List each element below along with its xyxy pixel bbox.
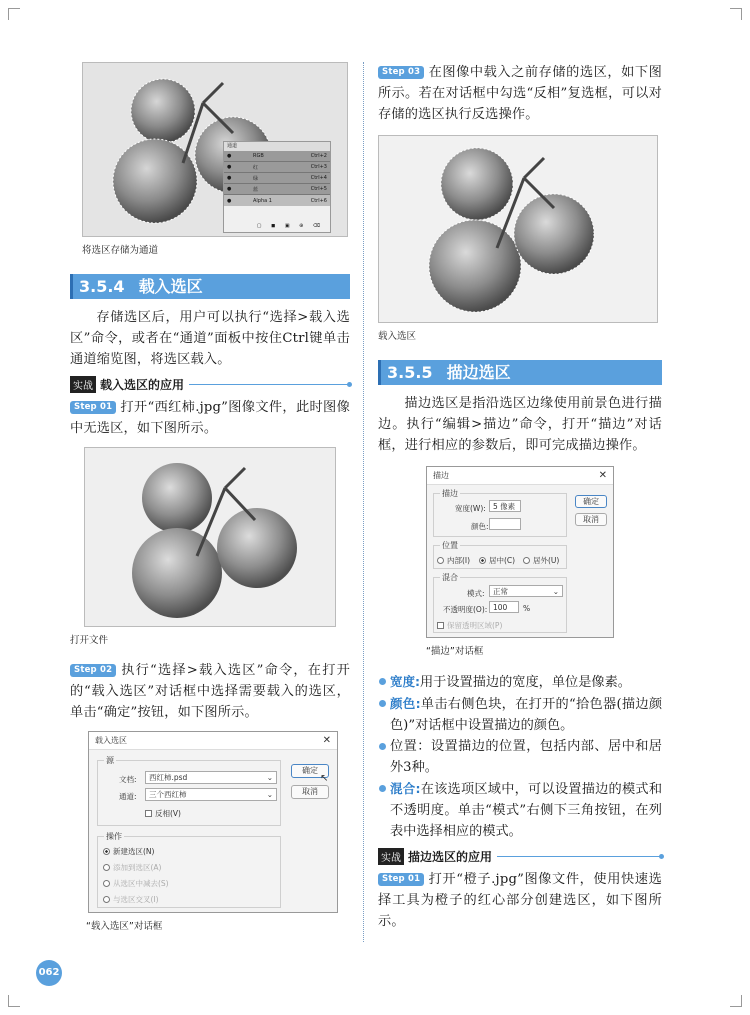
practice-rule	[189, 384, 350, 385]
crop-mark-top-right	[730, 8, 742, 20]
section-heading-3-5-5	[378, 360, 662, 385]
ok-button[interactable]	[575, 495, 607, 508]
radio-icon	[103, 864, 110, 871]
cursor-icon: ↖	[320, 773, 329, 784]
radio-icon	[103, 896, 110, 903]
paragraph: 描边选区是指沿选区边缘使用前景色进行描边。执行“编辑>描边”命令，打开“描边”对话框，进行相应的参数后，即可完成描边操作。	[378, 396, 662, 453]
stroke-dialog	[426, 466, 614, 638]
opacity-unit: %	[523, 604, 531, 613]
color-swatch[interactable]	[489, 518, 521, 530]
width-value: 5 像素	[493, 502, 516, 511]
channel-name: Alpha 1	[253, 197, 272, 204]
dialog-title: 描边	[433, 471, 449, 480]
channel-shortcut: Ctrl+2	[310, 153, 327, 159]
channel-row[interactable]	[224, 162, 330, 173]
radio-icon	[103, 848, 110, 855]
channels-panel-title: 通道	[224, 142, 330, 151]
op-add-radio[interactable]	[103, 862, 161, 873]
close-icon[interactable]: ✕	[598, 470, 607, 481]
channel-row[interactable]	[224, 173, 330, 184]
eye-icon[interactable]: ●	[227, 164, 232, 170]
practice-tag: 实战	[378, 848, 404, 865]
channel-label: 通道:	[119, 792, 137, 801]
channel-shortcut: Ctrl+6	[310, 197, 327, 204]
close-icon[interactable]: ✕	[322, 735, 331, 746]
width-label: 宽度(W):	[455, 504, 486, 513]
channel-row[interactable]	[224, 195, 330, 206]
column-divider	[363, 62, 364, 942]
button-label: 取消	[583, 515, 599, 524]
section-title: 载入选区	[138, 277, 203, 296]
pos-center-radio[interactable]	[479, 555, 515, 566]
section-number: 3.5.5	[387, 363, 433, 382]
figure-save-channel	[82, 62, 348, 237]
opacity-input[interactable]	[489, 601, 519, 613]
radio-label: 新建选区(N)	[113, 847, 155, 856]
group-label: 位置	[442, 541, 458, 550]
chevron-down-icon: ⌄	[266, 773, 273, 782]
checkbox-icon	[145, 810, 152, 817]
practice-title: 描边选区的应用	[408, 850, 493, 864]
practice-rule	[497, 856, 662, 857]
radio-label: 添加到选区(A)	[113, 863, 162, 872]
crop-mark-bottom-right	[730, 995, 742, 1007]
bullet-text: 在该选项区域中，可以设置描边的模式和不透明度。单击“模式”右侧下三角按钮，在列表中选择相应的模式。	[390, 782, 663, 839]
color-label: 颜色:	[471, 522, 489, 531]
channel-select[interactable]	[145, 788, 277, 801]
dialog-titlebar	[89, 732, 337, 750]
step-badge: Step 01	[70, 401, 116, 414]
step-paragraph	[70, 660, 350, 723]
dialog-title: 载入选区	[95, 736, 127, 745]
checkbox-icon	[437, 622, 444, 629]
eye-icon[interactable]: ●	[227, 186, 232, 192]
channel-value: 三个西红柿	[149, 790, 187, 799]
left-column	[70, 62, 350, 932]
chevron-down-icon: ⌄	[552, 587, 559, 596]
button-label: 确定	[302, 766, 318, 775]
bullet-item	[378, 671, 662, 693]
practice-tag: 实战	[70, 376, 96, 393]
channel-shortcut: Ctrl+5	[310, 186, 327, 192]
channel-name: RGB	[253, 153, 264, 159]
opacity-value: 100	[493, 603, 508, 612]
step-text: 打开“橙子.jpg”图像文件，使用快速选择工具为橙子的红心部分创建选区，如下图所示。	[378, 872, 662, 929]
step-paragraph	[378, 62, 662, 125]
step-badge: Step 01	[378, 873, 424, 886]
channels-panel	[223, 141, 331, 233]
figure-caption: 载入选区	[378, 331, 417, 342]
crop-mark-top-left	[8, 8, 20, 20]
document-label: 文档:	[119, 775, 137, 784]
practice-title: 载入选区的应用	[100, 378, 185, 392]
step-text: 执行“选择>载入选区”命令，在打开的“载入选区”对话框中选择需要载入的选区，单击“确定”按钮，如下图所示。	[70, 663, 350, 720]
cancel-button[interactable]	[575, 513, 607, 526]
width-input[interactable]	[489, 500, 521, 512]
bullet-text: 用于设置描边的宽度，单位是像素。	[420, 675, 631, 690]
mode-select[interactable]	[489, 585, 563, 597]
document-select[interactable]	[145, 771, 277, 784]
group-label: 操作	[106, 832, 122, 841]
radio-label: 居外(U)	[533, 556, 560, 565]
chevron-down-icon: ⌄	[266, 790, 273, 799]
step-badge: Step 03	[378, 66, 424, 79]
document-value: 西红柿.psd	[149, 773, 188, 782]
practice-heading	[378, 848, 662, 865]
radio-label: 与选区交叉(I)	[113, 895, 159, 904]
bullet-text: 位置：设置描边的位置，包括内部、居中和居外3种。	[390, 739, 662, 775]
step-paragraph	[378, 869, 662, 932]
mode-value: 正常	[493, 587, 508, 596]
pos-inside-radio[interactable]	[437, 555, 470, 566]
step-text: 打开“西红柿.jpg”图像文件，此时图像中无选区，如下图所示。	[70, 400, 350, 436]
figure-caption: 将选区存储为通道	[82, 245, 159, 256]
channel-name: 红	[253, 164, 259, 171]
dialog-titlebar	[427, 467, 613, 485]
bullet-item	[378, 693, 662, 736]
tomato-image-selected	[379, 136, 658, 323]
figure-caption: “描边”对话框	[426, 646, 484, 657]
section-title: 描边选区	[446, 363, 511, 382]
radio-label: 从选区中减去(S)	[113, 879, 169, 888]
cancel-button[interactable]	[291, 785, 329, 799]
bullet-item	[378, 736, 662, 778]
invert-checkbox[interactable]	[145, 808, 181, 819]
crop-mark-bottom-left	[8, 995, 20, 1007]
eye-icon[interactable]: ●	[227, 175, 232, 181]
section-heading-3-5-4	[70, 274, 350, 299]
load-selection-dialog	[88, 731, 338, 913]
op-int-radio[interactable]	[103, 894, 159, 905]
op-new-radio[interactable]	[103, 846, 154, 857]
channel-shortcut: Ctrl+3	[310, 164, 327, 170]
eye-icon[interactable]: ●	[227, 153, 232, 159]
pos-outside-radio[interactable]	[523, 555, 559, 566]
group-label: 混合	[442, 573, 458, 582]
group-label: 源	[106, 756, 114, 765]
group-label: 描边	[442, 489, 458, 498]
opacity-label: 不透明度(O):	[443, 605, 488, 614]
button-label: 确定	[583, 497, 599, 506]
step-badge: Step 02	[70, 664, 116, 677]
figure-caption: “载入选区”对话框	[86, 921, 163, 932]
step-text: 在图像中载入之前存储的选区，如下图所示。若在对话框中勾选“反相”复选框，可以对存储的选区执行反选操作。	[378, 65, 662, 122]
radio-icon	[479, 557, 486, 564]
page-number: 062	[36, 960, 62, 986]
radio-icon	[103, 880, 110, 887]
bullet-key: 宽度:	[390, 674, 420, 689]
bullet-key: 混合:	[390, 781, 421, 796]
bullet-item	[378, 778, 662, 842]
figure-open-file	[84, 447, 336, 627]
channel-row[interactable]	[224, 151, 330, 162]
radio-label: 居中(C)	[489, 556, 516, 565]
channels-panel-toolbar: ▢ ◼ ▣ ⊕ ⌫	[256, 223, 324, 229]
paragraph: 存储选区后，用户可以执行“选择>载入选区”命令，或者在“通道”面板中按住Ctrl键单击通道缩览图，将选区载入。	[70, 310, 350, 367]
channel-name: 蓝	[253, 186, 259, 193]
op-sub-radio[interactable]	[103, 878, 169, 889]
checkbox-label: 保留透明区域(P)	[447, 621, 503, 630]
figure-caption: 打开文件	[70, 635, 109, 646]
figure-loaded-selection	[378, 135, 658, 323]
mode-label: 模式:	[467, 589, 485, 598]
step-paragraph	[70, 397, 350, 439]
right-column	[378, 62, 662, 932]
tomato-image	[85, 448, 336, 627]
invert-label: 反相(V)	[155, 809, 181, 818]
section-number: 3.5.4	[79, 277, 125, 296]
preserve-checkbox[interactable]	[437, 620, 502, 631]
bullet-key: 颜色:	[390, 696, 421, 711]
eye-icon[interactable]: ●	[227, 197, 232, 204]
channel-row[interactable]	[224, 184, 330, 195]
practice-heading	[70, 376, 350, 393]
radio-icon	[523, 557, 530, 564]
radio-icon	[437, 557, 444, 564]
bullet-text: 单击右侧色块，在打开的“拾色器(描边颜色)”对话框中设置描边的颜色。	[390, 697, 663, 733]
channel-name: 绿	[253, 175, 259, 182]
button-label: 取消	[302, 787, 318, 796]
channel-shortcut: Ctrl+4	[310, 175, 327, 181]
radio-label: 内部(I)	[447, 556, 471, 565]
